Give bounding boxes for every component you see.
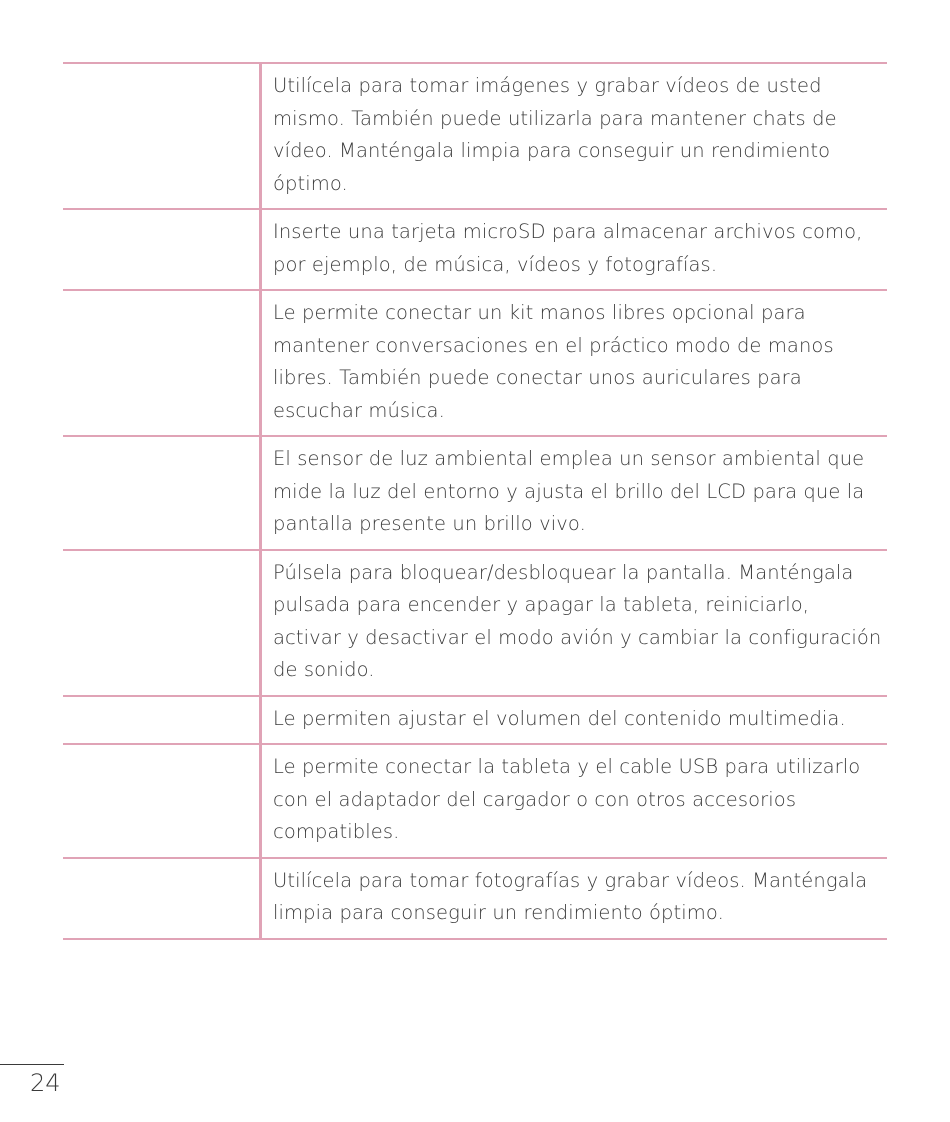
row-label-cell <box>63 209 261 290</box>
table-row <box>63 858 887 939</box>
microsd-slot-description: Inserte una tarjeta microSD para almacenar archivos como, por ejemplo, de música, vídeos y fotografías. <box>273 220 863 276</box>
light-sensor-description: El sensor de luz ambiental emplea un sensor ambiental que mide la luz del entorno y ajusta el brillo del LCD para que la pantalla presente un brillo vivo. <box>273 447 865 535</box>
row-description-cell <box>261 63 888 209</box>
table-row <box>63 436 887 550</box>
row-label-cell <box>63 550 261 696</box>
row-description-cell <box>261 209 888 290</box>
front-camera-description: Utilícela para tomar imágenes y grabar vídeos de usted mismo. También puede utilizarla para mantener chats de vídeo. Manténgala limpia para conseguir un rendimiento óptimo. <box>273 74 837 195</box>
feature-description-table <box>63 62 887 940</box>
row-description-cell <box>261 744 888 858</box>
table-row <box>63 550 887 696</box>
page-number-divider <box>0 1064 64 1065</box>
row-description-cell <box>261 550 888 696</box>
page-number: 24 <box>30 1069 61 1097</box>
row-label-cell <box>63 696 261 745</box>
headset-jack-description: Le permite conectar un kit manos libres opcional para mantener conversaciones en el práctico modo de manos libres. También puede conectar unos auriculares para escuchar música. <box>273 301 834 422</box>
usb-port-description: Le permite conectar la tableta y el cable USB para utilizarlo con el adaptador del cargador o con otros accesorios compatibles. <box>273 755 861 843</box>
row-label-cell <box>63 858 261 939</box>
volume-keys-description: Le permiten ajustar el volumen del contenido multimedia. <box>273 706 846 730</box>
table-row <box>63 696 887 745</box>
power-lock-key-description: Púlsela para bloquear/desbloquear la pantalla. Manténgala pulsada para encender y apagar la tableta, reiniciarlo, activar y desactivar el modo avión y cambiar la configuración de sonido. <box>273 560 882 681</box>
row-label-cell <box>63 63 261 209</box>
row-label-cell <box>63 744 261 858</box>
row-label-cell <box>63 290 261 436</box>
table-row <box>63 290 887 436</box>
table-row <box>63 63 887 209</box>
row-description-cell <box>261 436 888 550</box>
table-row <box>63 744 887 858</box>
rear-camera-description: Utilícela para tomar fotografías y grabar vídeos. Manténgala limpia para conseguir un rendimiento óptimo. <box>273 868 868 924</box>
row-description-cell <box>261 290 888 436</box>
row-description-cell <box>261 858 888 939</box>
row-description-cell <box>261 696 888 745</box>
row-label-cell <box>63 436 261 550</box>
table-row <box>63 209 887 290</box>
